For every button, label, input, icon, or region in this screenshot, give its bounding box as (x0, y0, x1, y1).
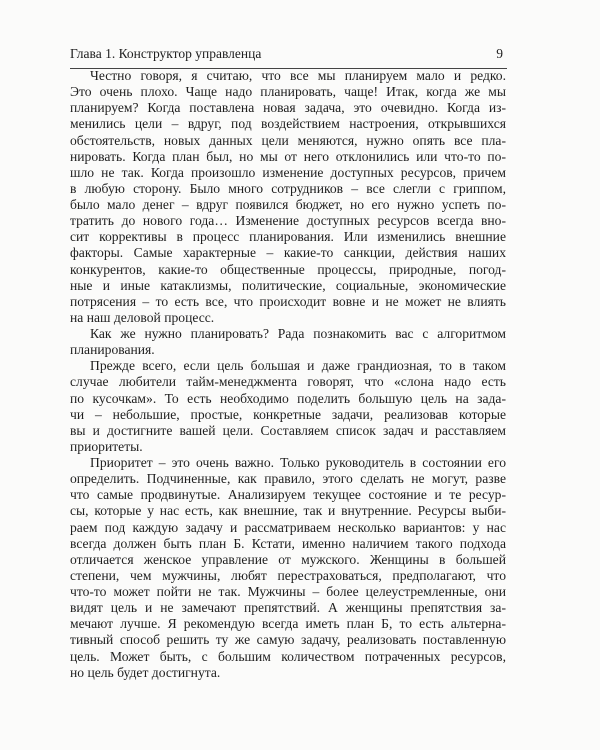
text-line: обстоятельств, новых данных цели меняются, нужно опять все пла- (70, 132, 506, 148)
text-line: сы, которые у нас есть, как внешние, так и внутренние. Ресурсы выби- (70, 503, 506, 519)
text-line: определить. Подчиненные, как правило, этого сделать не могут, разве (70, 471, 506, 487)
text-line: конкурентов, какие-то общественные процессы, природные, погод- (70, 261, 506, 277)
page-number: 9 (496, 46, 503, 61)
text-line: мечают лучше. Я рекомендую всегда иметь план Б, то есть альтерна- (70, 616, 506, 632)
text-line: факторы. Самые характерные – какие-то санкции, действия наших (70, 245, 506, 261)
text-line: было мало денег – вдруг появился бюджет, но его нужно успеть по- (70, 197, 506, 212)
text-line: вы и достигните вашей цели. Составляем список задач и расставляем (70, 422, 506, 438)
paragraph (70, 326, 506, 358)
paragraph (70, 455, 506, 681)
text-line: Это очень плохо. Чаще надо планировать, чаще! Итак, когда же мы (70, 84, 506, 100)
paragraph (70, 358, 506, 455)
text-line: шло не так. Когда произошло изменение доступных ресурсов, причем (70, 164, 506, 180)
text-line: тивный способ решить ту же самую задачу, реализовать поставленную (70, 632, 506, 648)
text-line: в любую сторону. Было много сотрудников – все слегли с гриппом, (70, 180, 506, 196)
text-line: отличается женское управление от мужского. Женщины в большей (70, 551, 506, 567)
text-line: приоритеты. (70, 438, 143, 454)
text-line: видят цель и не замечают препятствий. А женщины препятствия за- (70, 600, 506, 616)
text-line: Приоритет – это очень важно. Только руководитель в состоянии его (90, 455, 506, 470)
text-line: что-то может пойти не так. Мужчины – более целеустремленные, они (70, 584, 506, 599)
text-line: что самые продвинутые. Анализируем текущее состояние и те ресур- (70, 487, 506, 503)
text-line: чи – небольшие, простые, конкретные задачи, реализовав которые (70, 406, 506, 422)
chapter-title: Глава 1. Конструктор управленца (70, 46, 262, 61)
text-line: раем под каждую задачу и рассматриваем несколько вариантов: у нас (70, 519, 506, 535)
text-line: случае любители тайм-менеджмента говорят, что «слона надо есть (70, 374, 506, 390)
text-line: но цель будет достигнута. (70, 664, 221, 680)
text-line: планирования. (70, 342, 155, 358)
text-line: Как же нужно планировать? Рада познакомить вас с алгоритмом (90, 326, 506, 341)
paragraph (70, 68, 506, 326)
text-line: менились цели – вдруг, под воздействием настроения, открывшихся (70, 116, 506, 132)
running-header (70, 46, 507, 69)
text-line: по кусочкам». То есть необходимо поделить большую цель на зада- (70, 390, 506, 406)
page-body (70, 68, 506, 681)
text-line: тратить до нового года… Изменение доступных ресурсов всегда вно- (70, 213, 506, 229)
text-line: планируем? Когда поставлена новая задача, это очевидно. Когда из- (70, 100, 506, 116)
text-line: Честно говоря, я считаю, что все мы планируем мало и редко. (90, 68, 506, 83)
text-line: сит коррективы в процесс планирования. Или изменились внешние (70, 229, 506, 245)
text-line: цель. Может быть, с большим количеством потраченных ресурсов, (70, 648, 506, 664)
text-line: Прежде всего, если цель большая и даже грандиозная, то в таком (90, 358, 506, 374)
text-line: степени, чем мужчины, любят перестраховаться, предполагают, что (70, 567, 506, 583)
text-line: на наш деловой процесс. (70, 309, 215, 325)
text-line: всегда должен быть план Б. Кстати, именно наличием такого подхода (70, 535, 506, 551)
text-line: ные и иные катаклизмы, политические, социальные, экономические (70, 277, 506, 293)
text-line: нировать. Когда план был, но мы от него отклонились или что-то по- (70, 148, 506, 164)
text-line: потрясения – то есть все, что происходит вовне и не может не влиять (70, 293, 506, 309)
